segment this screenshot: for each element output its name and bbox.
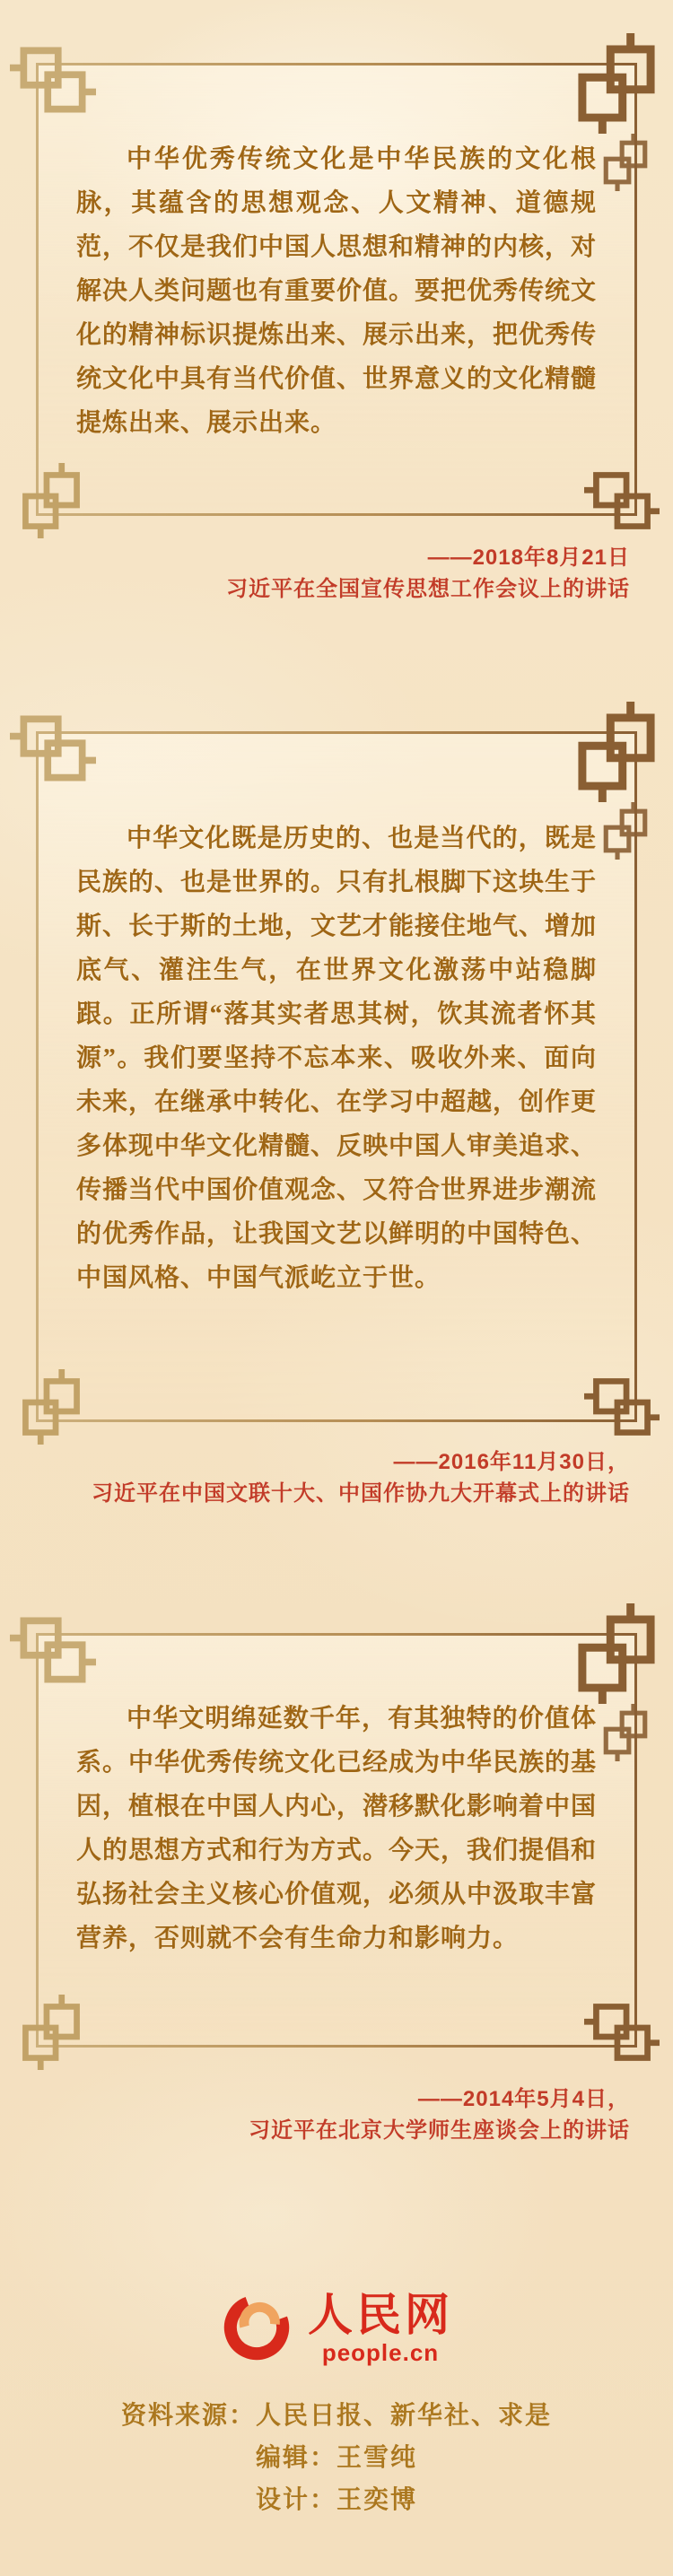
credit-designer-line: 设计：王奕博 bbox=[255, 2485, 417, 2513]
logo-name: 人民网 bbox=[308, 2290, 453, 2340]
logo-domain: people.cn bbox=[321, 2339, 440, 2366]
quote-text: 中华文化既是历史的、也是当代的，既是民族的、也是世界的。只有扎根脚下这块生于斯、长于斯的土地，文艺才能接住地气、增加底气、灌注生气，在世界文化激荡中站稳脚跟。正所谓“落其实者思其树，饮其流者怀其源”。我们要坚持不忘本来、吸收外来、面向未来，在继承中转化、在学习中超越，创作更多体现中华文化精髓、反映中国人审美追求、传播当代中国价值观念、又符合世界进步潮流的优秀作品，让我国文艺以鲜明的中国特色、中国风格、中国气派屹立于世。 bbox=[76, 825, 598, 1292]
fret-corner-bottom-right-icon bbox=[584, 1995, 660, 2070]
fret-corner-bottom-right-icon bbox=[584, 463, 660, 538]
people-cn-logo bbox=[0, 2290, 673, 2365]
quote-card-3 bbox=[36, 1633, 637, 2048]
attribution-date: ——2016年11月30日， bbox=[393, 1450, 630, 1474]
fret-corner-top-right-icon bbox=[566, 1603, 667, 1704]
attribution bbox=[36, 1446, 630, 1509]
quote-text: 中华优秀传统文化是中华民族的文化根脉，其蕴含的思想观念、人文精神、道德规范，不仅是我们中国人思想和精神的内核，对解决人类问题也有重要价值。要把优秀传统文化的精神标识提炼出来、展示出来，把优秀传统文化中具有当代价值、世界意义的文化精髓提炼出来、展示出来。 bbox=[76, 145, 598, 437]
fret-corner-bottom-left-icon bbox=[13, 1995, 89, 2070]
credits bbox=[0, 2394, 673, 2520]
fret-corner-top-right-icon bbox=[566, 702, 667, 802]
logo-text-block bbox=[308, 2290, 453, 2365]
fret-corner-right-tail-icon bbox=[597, 1704, 654, 1761]
attribution-date: ——2014年5月4日， bbox=[417, 2087, 630, 2111]
quote-card-1 bbox=[36, 63, 637, 516]
fret-corner-top-left-icon bbox=[10, 37, 96, 123]
people-cn-logo-icon bbox=[220, 2291, 293, 2364]
fret-corner-bottom-left-icon bbox=[13, 1369, 89, 1445]
fret-corner-top-right-icon bbox=[566, 33, 667, 134]
fret-corner-top-left-icon bbox=[10, 705, 96, 791]
quote-card-2 bbox=[36, 731, 637, 1422]
fret-corner-bottom-left-icon bbox=[13, 463, 89, 538]
attribution-source: 习近平在中国文联十大、中国作协九大开幕式上的讲话 bbox=[92, 1481, 630, 1506]
fret-corner-bottom-right-icon bbox=[584, 1369, 660, 1445]
fret-corner-right-tail-icon bbox=[597, 802, 654, 860]
attribution-source: 习近平在全国宣传思想工作会议上的讲话 bbox=[226, 577, 630, 601]
attribution bbox=[36, 2083, 630, 2146]
fret-corner-top-left-icon bbox=[10, 1607, 96, 1693]
credit-source-line: 资料来源：人民日报、新华社、求是 bbox=[120, 2401, 552, 2429]
quote-text: 中华文明绵延数千年，有其独特的价值体系。中华优秀传统文化已经成为中华民族的基因，植根在中国人内心，潜移默化影响着中国人的思想方式和行为方式。今天，我们提倡和弘扬社会主义核心价值观，必须从中汲取丰富营养，否则就不会有生命力和影响力。 bbox=[76, 1705, 598, 1952]
fret-corner-right-tail-icon bbox=[597, 134, 654, 191]
attribution bbox=[36, 542, 630, 605]
attribution-date: ——2018年8月21日 bbox=[427, 546, 630, 570]
attribution-source: 习近平在北京大学师生座谈会上的讲话 bbox=[249, 2118, 630, 2143]
credit-editor-line: 编辑：王雪纯 bbox=[255, 2443, 417, 2471]
